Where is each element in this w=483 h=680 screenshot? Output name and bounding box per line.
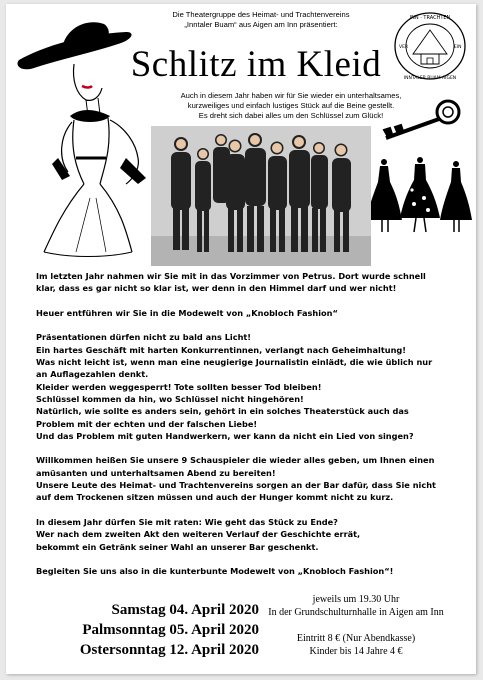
club-logo-icon [391,8,469,84]
paragraph-gap [36,504,456,516]
dresses-illustration [368,154,472,234]
entry-price: Eintritt 8 € (Nur Abendkasse) [296,633,416,644]
svg-text:EIN: EIN [454,45,462,50]
story-line: Natürlich, wie sollte es anders sein, gehört in ein solches Theaterstück auch das [36,406,409,417]
story-line: Heuer entführen wir Sie in die Modewelt von „Knobloch Fashion“ [36,307,338,318]
intro-line: „Inntaler Buam“ aus Aigen am Inn präsentiert: [184,20,338,29]
story-text [36,270,456,577]
story-line: amüsanten und unterhaltsamen Abend zu bereiten! [36,467,276,478]
poster-sheet [6,4,476,674]
story-line: auf dem Trockenen sitzen müssen und auch der Hunger kommt nicht zu kurz. [36,492,394,503]
kids-price: Kinder bis 14 Jahre 4 € [309,645,403,657]
performance-dates [44,600,259,660]
time-info: jeweils um 19.30 Uhr [312,594,400,605]
story-line: bekommt ein Getränk seiner Wahl an unserer Bar geschenkt. [36,541,319,552]
svg-text:INNTALER BUAM AIGEN: INNTALER BUAM AIGEN [403,76,457,81]
date-line: Palmsonntag 05. April 2020 [82,622,259,638]
svg-text:VER: VER [399,45,409,50]
venue-info: In der Grundschulturnhalle in Aigen am Inn [268,606,444,618]
story-line: Schlüssel kommen da hin, wo Schlüssel nicht hingehören! [36,393,304,404]
date-line: Samstag 04. April 2020 [111,602,259,618]
ensemble-silhouettes [151,126,371,266]
description-line: Es dreht sich dabei alles um den Schlüssel zum Glück! [198,111,384,120]
story-line: Was nicht leicht ist, wenn man eine neugierige Journalistin einlädt, die wie üblich nur [36,357,433,368]
intro-line: Die Theatergruppe des Heimat- und Trachtenvereins [172,10,350,19]
date-line: Ostersonntag 12. April 2020 [79,642,259,658]
key-icon [376,96,466,146]
ensemble-photo [151,126,371,266]
svg-text:INN · TRACHTEN: INN · TRACHTEN [409,15,451,21]
story-line: Ein hartes Geschäft mit harten Konkurrentinnen, verlangt nach Geheimhaltung! [36,344,407,355]
story-line: Problem mit der echten und der falschen Liebe! [36,418,258,429]
story-line: Wer nach dem zweiten Akt den weiteren Verlauf der Geschichte errät, [36,529,361,540]
story-line: klar, dass es gar nicht so klar ist, wer denn in den Himmel darf und wer nicht! [36,283,397,294]
story-line: Begleiten Sie uns also in die kunterbunte Modewelt von „Knobloch Fashion“! [36,566,394,577]
story-line: Kleider werden weggesperrt! Tote sollten besser Tod bleiben! [36,381,322,392]
event-info [256,594,456,658]
story-line: Präsentationen dürfen nicht zu bald ans Licht! [36,332,252,343]
paragraph-gap [36,553,456,565]
intro-text [126,10,396,30]
story-line: In diesem Jahr dürfen Sie mit raten: Wie geht das Stück zu Ende? [36,516,338,527]
story-line: Im letzten Jahr nahmen wir Sie mit in das Vorzimmer von Petrus. Dort wurde schnell [36,271,426,281]
story-line: an Auflagezahlen denkt. [36,369,149,380]
paragraph-gap [36,319,456,331]
story-line: Willkommen heißen Sie unsere 9 Schauspieler die wieder alles geben, um Ihnen einen [36,455,435,466]
description-line: Auch in diesem Jahr haben wir für Sie wieder ein unterhaltsames, [180,91,402,100]
paragraph-gap [36,295,456,307]
description-line: kurzweiliges und einfach lustiges Stück auf die Beine gestellt. [187,101,395,110]
page-title: Schlitz im Kleid [130,44,382,85]
story-line: Unsere Leute des Heimat- und Trachtenvereins sorgen an der Bar dafür, dass Sie nicht [36,480,436,491]
story-line: Und das Problem mit guten Handwerkern, wer kann da nicht ein Lied von singen? [36,430,414,441]
paragraph-gap [36,442,456,454]
